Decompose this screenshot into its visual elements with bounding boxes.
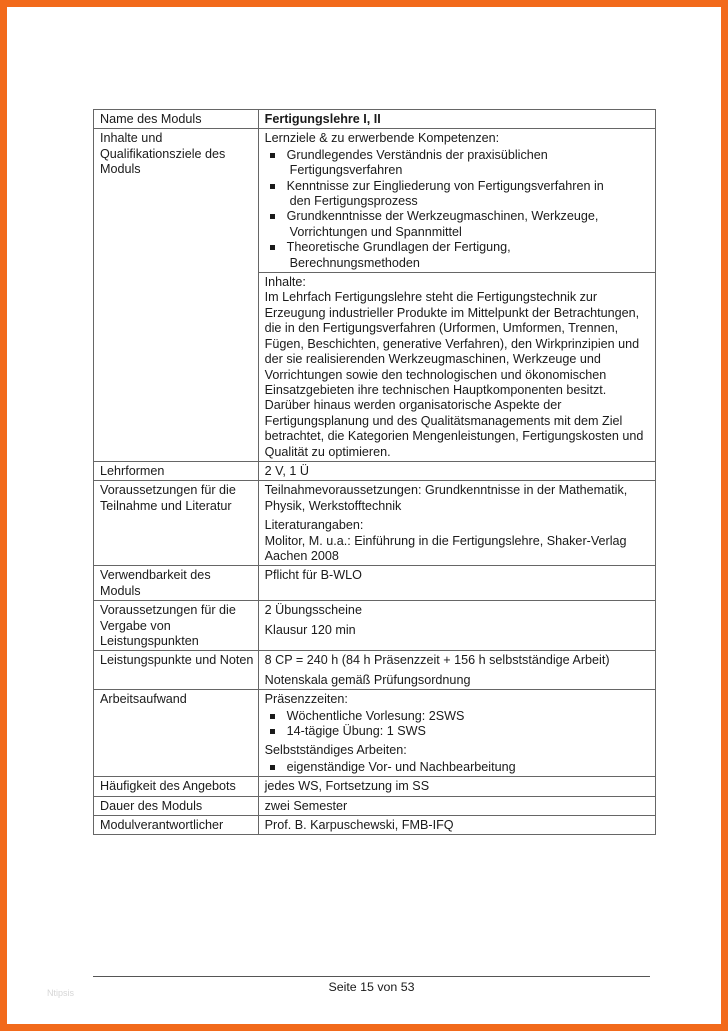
lernziele-cell	[258, 129, 655, 273]
list-item: Wöchentliche Vorlesung: 2SWS	[265, 709, 651, 724]
table-row	[94, 690, 656, 777]
row-label: Inhalte und Qualifikationsziele des Moduls	[94, 129, 259, 462]
table-row	[94, 566, 656, 601]
row-value: 2 V, 1 Ü	[258, 461, 655, 480]
table-row	[94, 816, 656, 835]
row-value: Pflicht für B-WLO	[258, 566, 655, 601]
selbst-list	[265, 760, 651, 775]
row-value: 2 Übungsscheine Klausur 120 min	[258, 601, 655, 651]
row-value: Teilnahmevoraussetzungen: Grundkenntnisse in der Mathematik, Physik, Werkstofftechnik Literaturangaben: Molitor, M. u.a.: Einführung in die Fertigungslehre, Shaker-Verlag Aachen 2008	[258, 481, 655, 566]
list-item: Grundlegendes Verständnis der praxisüblichen Fertigungsverfahren	[265, 148, 651, 179]
row-value: jedes WS, Fortsetzung im SS	[258, 777, 655, 796]
row-label: Verwendbarkeit des Moduls	[94, 566, 259, 601]
row-value: zwei Semester	[258, 796, 655, 815]
table-row	[94, 129, 656, 273]
row-value: 8 CP = 240 h (84 h Präsenzzeit + 156 h selbstständige Arbeit) Notenskala gemäß Prüfungsordnung	[258, 651, 655, 690]
lernziele-heading: Lernziele & zu erwerbende Kompetenzen:	[264, 131, 500, 146]
table-row	[94, 481, 656, 566]
table-row	[94, 461, 656, 480]
page-number: Seite 15 von 53	[328, 980, 415, 994]
row-label: Arbeitsaufwand	[94, 690, 259, 777]
footer-divider	[93, 976, 650, 977]
row-label: Voraussetzungen für die Vergabe von Leistungspunkten	[94, 601, 259, 651]
watermark: Ntipsis	[47, 988, 75, 998]
row-label: Häufigkeit des Angebots	[94, 777, 259, 796]
table-row	[94, 796, 656, 815]
table-row	[94, 110, 656, 129]
module-name: Fertigungslehre I, II	[258, 110, 655, 129]
list-item: 14-tägige Übung: 1 SWS	[265, 724, 651, 739]
row-label: Modulverantwortlicher	[94, 816, 259, 835]
inhalte-paragraph: Darüber hinaus werden organisatorische Aspekte der Fertigungsplanung und des Qualitätsmanagements mit dem Ziel betrachtet, die Kategorien Mengenleistungen, Fertigungskosten und Qualität zu optimieren.	[264, 398, 644, 459]
row-label: Leistungspunkte und Noten	[94, 651, 259, 690]
inhalte-paragraph: Im Lehrfach Fertigungslehre steht die Fertigungstechnik zur Erzeugung industrieller Produkte im Mittelpunkt der Betrachtungen, die in den Fertigungsverfahren (Urformen, Umformen, Trennen, Fügen, Beschichten, generative Verfahren), den Wirkprinzipien und der sie realisierenden Werkzeugmaschinen, Werkzeuge und Vorrichtungen sowie den technologischen und ökonomischen Einsatzgebieten ihre technischen Hauptkomponenten besitzt.	[264, 290, 640, 397]
module-table	[93, 109, 656, 835]
list-item: Grundkenntnisse der Werkzeugmaschinen, Werkzeuge, Vorrichtungen und Spannmittel	[265, 209, 651, 240]
lernziele-list	[265, 148, 651, 271]
inhalte-cell	[258, 273, 655, 462]
list-item: Theoretische Grundlagen der Fertigung, Berechnungsmethoden	[265, 240, 651, 271]
table-row	[94, 777, 656, 796]
row-label: Dauer des Moduls	[94, 796, 259, 815]
list-item: Kenntnisse zur Eingliederung von Fertigungsverfahren in den Fertigungsprozess	[265, 179, 651, 210]
row-label: Name des Moduls	[94, 110, 259, 129]
row-value: Prof. B. Karpuschewski, FMB-IFQ	[258, 816, 655, 835]
praesenz-list	[265, 709, 651, 740]
list-item: eigenständige Vor- und Nachbearbeitung	[265, 760, 651, 775]
table-row	[94, 601, 656, 651]
inhalte-heading: Inhalte:	[264, 275, 306, 290]
row-label: Voraussetzungen für die Teilnahme und Literatur	[94, 481, 259, 566]
row-value: Präsenzzeiten: Wöchentliche Vorlesung: 2SWS 14-tägige Übung: 1 SWS Selbstständiges Arbeiten: eigenständige Vor- und Nachbearbeitung	[258, 690, 655, 777]
table-row	[94, 651, 656, 690]
row-label: Lehrformen	[94, 461, 259, 480]
